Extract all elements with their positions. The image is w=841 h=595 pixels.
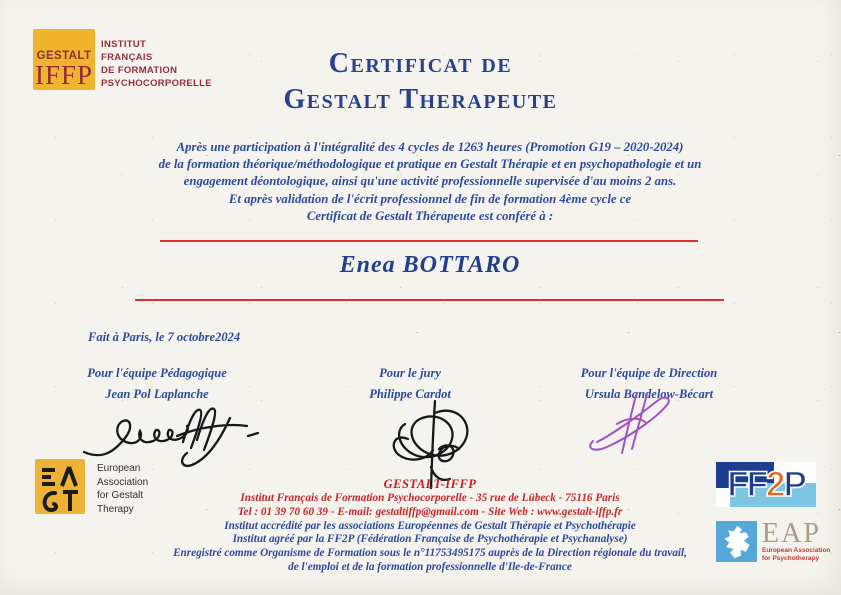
certificate-title-line1: Certificat de xyxy=(328,48,513,79)
footer-registration: Enregistré comme Organisme de Formation sous le n°11753495175 auprès de la Direction régionale du travail, xyxy=(173,547,687,560)
footer-address: Institut Français de Formation Psychocorporelle - 35 rue de Lübeck - 75116 Paris xyxy=(240,492,620,504)
signature-name: Philippe Cardot xyxy=(369,387,451,401)
eap-europe-map-icon xyxy=(716,521,757,562)
ff2p-ff: FF xyxy=(727,464,766,504)
eap-logo xyxy=(716,518,831,563)
ff2p-p: P xyxy=(783,464,805,504)
certificate-title-line2: Gestalt Therapeute xyxy=(283,84,558,115)
eagt-logo-mark xyxy=(35,459,85,514)
ff2p-logo xyxy=(716,462,816,507)
intro-line: de la formation théorique/méthodologique et pratique en Gestalt Thérapie et en psychopathologie et un xyxy=(158,157,702,172)
institute-name-line: DE FORMATION xyxy=(101,65,178,76)
signature-role: Pour l'équipe de Direction xyxy=(580,366,718,380)
eagt-label-line: Association xyxy=(97,476,149,488)
footer-accreditation: Institut accrédité par les associations Européennes de Gestalt Thérapie et Psychothérapie xyxy=(224,519,636,532)
intro-line: Après une participation à l'intégralité des 4 cycles de 1263 heures (Promotion G19 – 2020-2024) xyxy=(176,140,684,154)
signature-name: Ursula Bandelow-Bécart xyxy=(584,387,714,401)
footer-contact: Tel : 01 39 70 60 39 - E-mail: gestaltiffp@gmail.com - Site Web : www.gestalt-iffp.fr xyxy=(237,505,623,518)
signature-role: Pour le jury xyxy=(379,366,441,380)
eagt-glyphs-icon xyxy=(35,459,85,514)
intro-paragraph xyxy=(100,139,760,225)
europe-silhouette-icon xyxy=(718,523,756,561)
recipient-name: Enea BOTTARO xyxy=(339,252,521,278)
ff2p-letters xyxy=(716,462,816,507)
eagt-label-line: European xyxy=(97,463,141,474)
eap-text xyxy=(762,518,831,563)
signature-name: Jean Pol Laplanche xyxy=(105,387,209,401)
top-red-rule xyxy=(160,240,698,242)
institute-name-line: FRANÇAIS xyxy=(101,52,153,63)
eap-sub-line: European Association xyxy=(762,547,831,554)
certificate-title xyxy=(0,46,841,118)
footer-org-name: GESTALT-IFFP xyxy=(383,477,477,491)
iffp-logo-iffp: IFFP xyxy=(34,60,94,90)
footer-institute-info xyxy=(110,477,750,575)
institute-name-line: PSYCHOCORPORELLE xyxy=(101,78,212,89)
footer-agrement: Institut agréé par la FF2P (Fédération Française de Psychothérapie et Psychanalyse) xyxy=(232,533,628,546)
eagt-label-line: Therapy xyxy=(97,503,134,515)
intro-line: Et après validation de l'écrit professionnel de fin de formation 4ème cycle ce xyxy=(228,191,632,206)
iffp-logo-gestalt: GESTALT xyxy=(36,50,92,62)
footer-registration-cont: de l'emploi et de la formation professionnelle d'Ile-de-France xyxy=(288,560,572,573)
ff2p-two: 2 xyxy=(765,464,784,504)
place-date: Fait à Paris, le 7 octobre2024 xyxy=(88,330,241,344)
intro-line: engagement déontologique, ainsi qu'une activité professionnelle supervisée d'au moins 2 ans. xyxy=(183,174,677,189)
eap-sub-line: for Psychotherapy xyxy=(762,555,820,562)
eap-acronym: EAP xyxy=(762,518,821,549)
eagt-label-line: for Gestalt xyxy=(97,490,144,501)
bottom-red-rule xyxy=(135,299,724,301)
signature-role: Pour l'équipe Pédagogique xyxy=(87,366,227,380)
signature-ink-bandelow xyxy=(583,389,688,459)
institute-name-line: INSTITUT xyxy=(101,39,147,50)
intro-line: Certificat de Gestalt Thérapeute est conféré à : xyxy=(306,208,554,223)
